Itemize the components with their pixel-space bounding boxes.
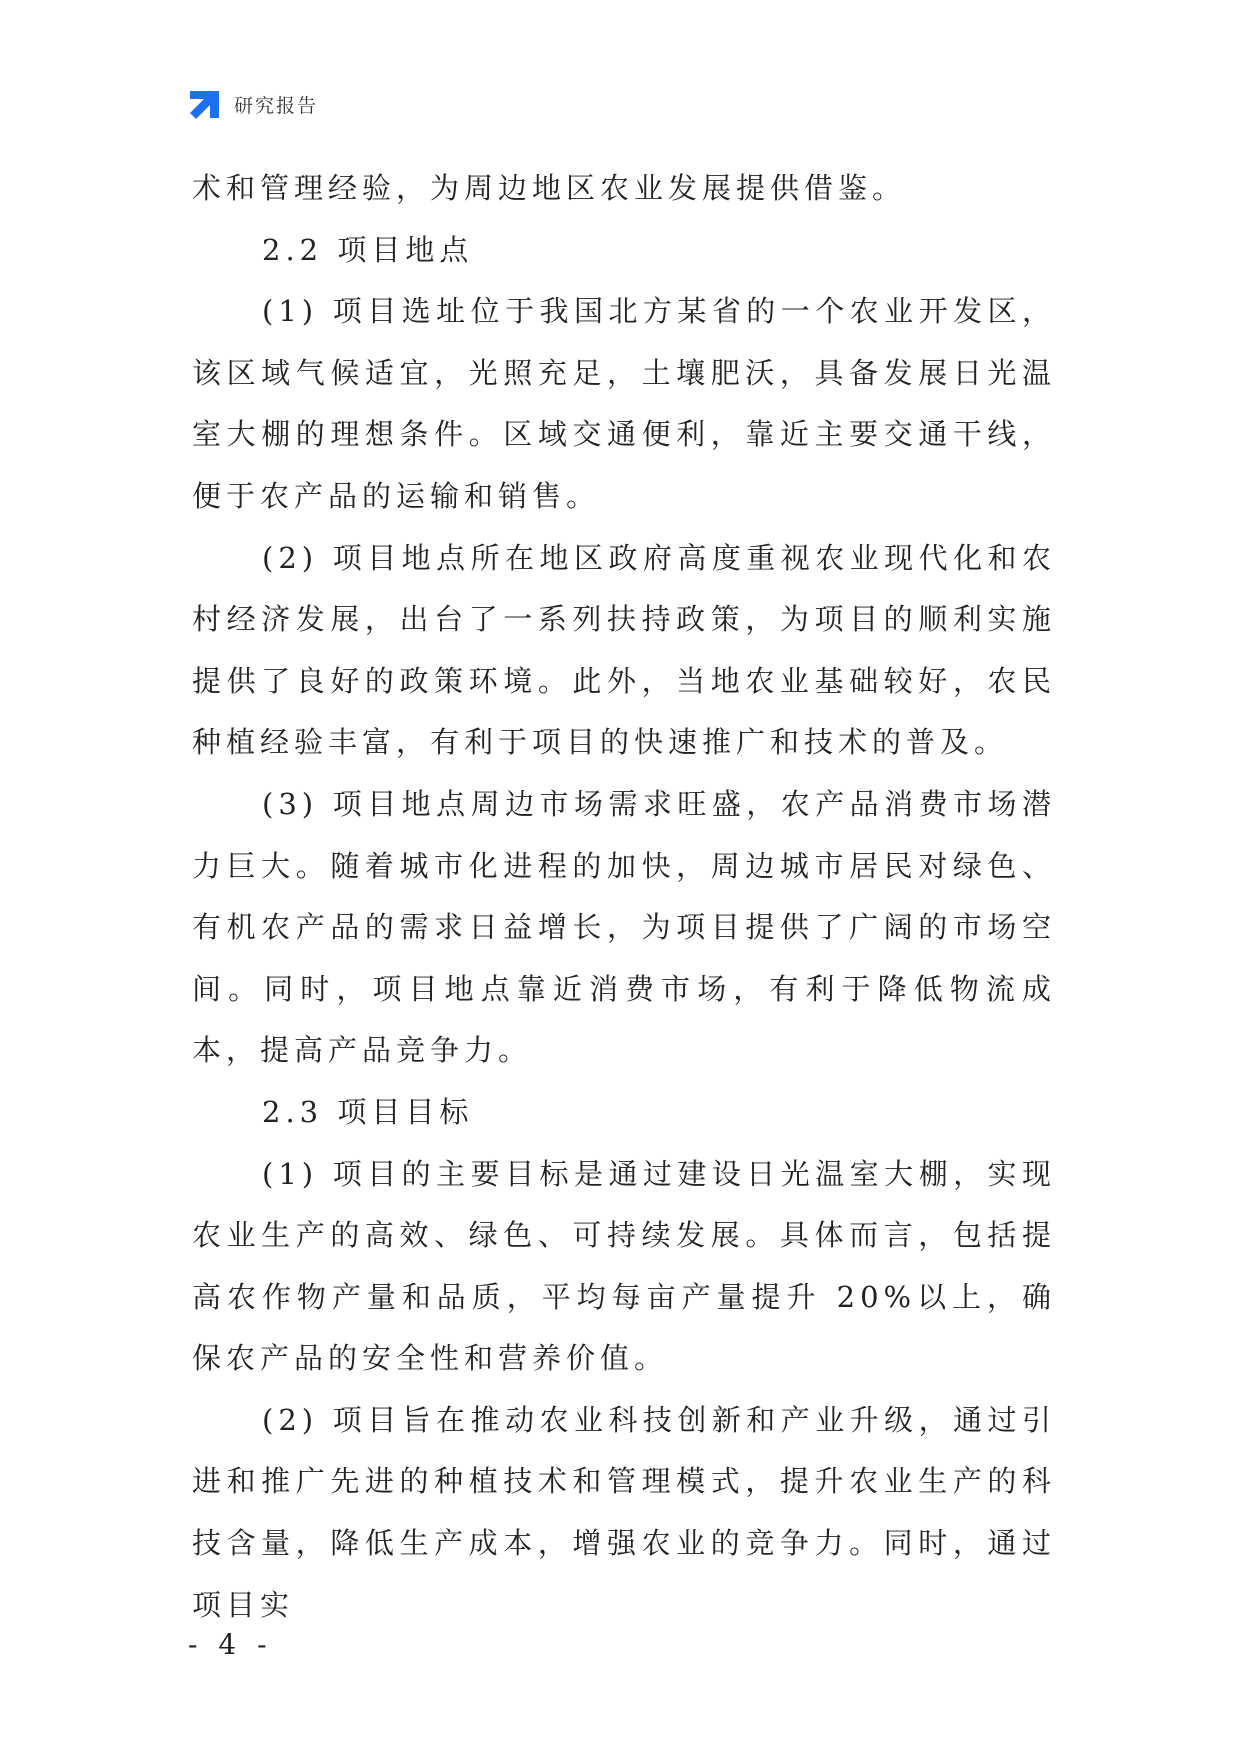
page-number: - 4 - (188, 1628, 273, 1661)
section-heading-2-3: 2.3 项目目标 (262, 1094, 474, 1129)
paragraph-2-3-2: (2) 项目旨在推动农业科技创新和产业升级，通过引进和推广先进的种植技术和管理模式，提升农业生产的科技含量，降低生产成本，增强农业的竞争力。同时，通过项目实 (192, 1402, 1056, 1622)
continuation-paragraph: 术和管理经验，为周边地区农业发展提供借鉴。 (192, 171, 907, 205)
paragraph-2-2-1: (1) 项目选址位于我国北方某省的一个农业开发区，该区域气候适宜，光照充足，土壤肥沃，具备发展日光温室大棚的理想条件。区域交通便利，靠近主要交通干线，便于农产品的运输和销售。 (192, 294, 1056, 513)
section-heading-2-2: 2.2 项目地点 (262, 232, 474, 267)
paragraph-2-2-2: (2) 项目地点所在地区政府高度重视农业现代化和农村经济发展，出台了一系列扶持政策，为项目的顺利实施提供了良好的政策环境。此外，当地农业基础较好，农民种植经验丰富，有利于项目的快速推广和技术的普及。 (192, 540, 1056, 760)
paragraph-2-2-3: (3) 项目地点周边市场需求旺盛，农产品消费市场潜力巨大。随着城市化进程的加快，周边城市居民对绿色、有机农产品的需求日益增长，为项目提供了广阔的市场空间。同时，项目地点靠近消费市场，有利于降低物流成本，提高产品竞争力。 (192, 786, 1056, 1068)
header-title: 研究报告 (234, 94, 319, 117)
report-header (188, 88, 318, 120)
arrow-up-right-icon (188, 88, 222, 120)
paragraph-2-3-1: (1) 项目的主要目标是通过建设日光温室大棚，实现农业生产的高效、绿色、可持续发展。具体而言，包括提高农作物产量和品质，平均每亩产量提升 20%以上，确保农产品的安全性和营养价值。 (192, 1156, 1056, 1376)
document-body (192, 158, 1056, 1636)
